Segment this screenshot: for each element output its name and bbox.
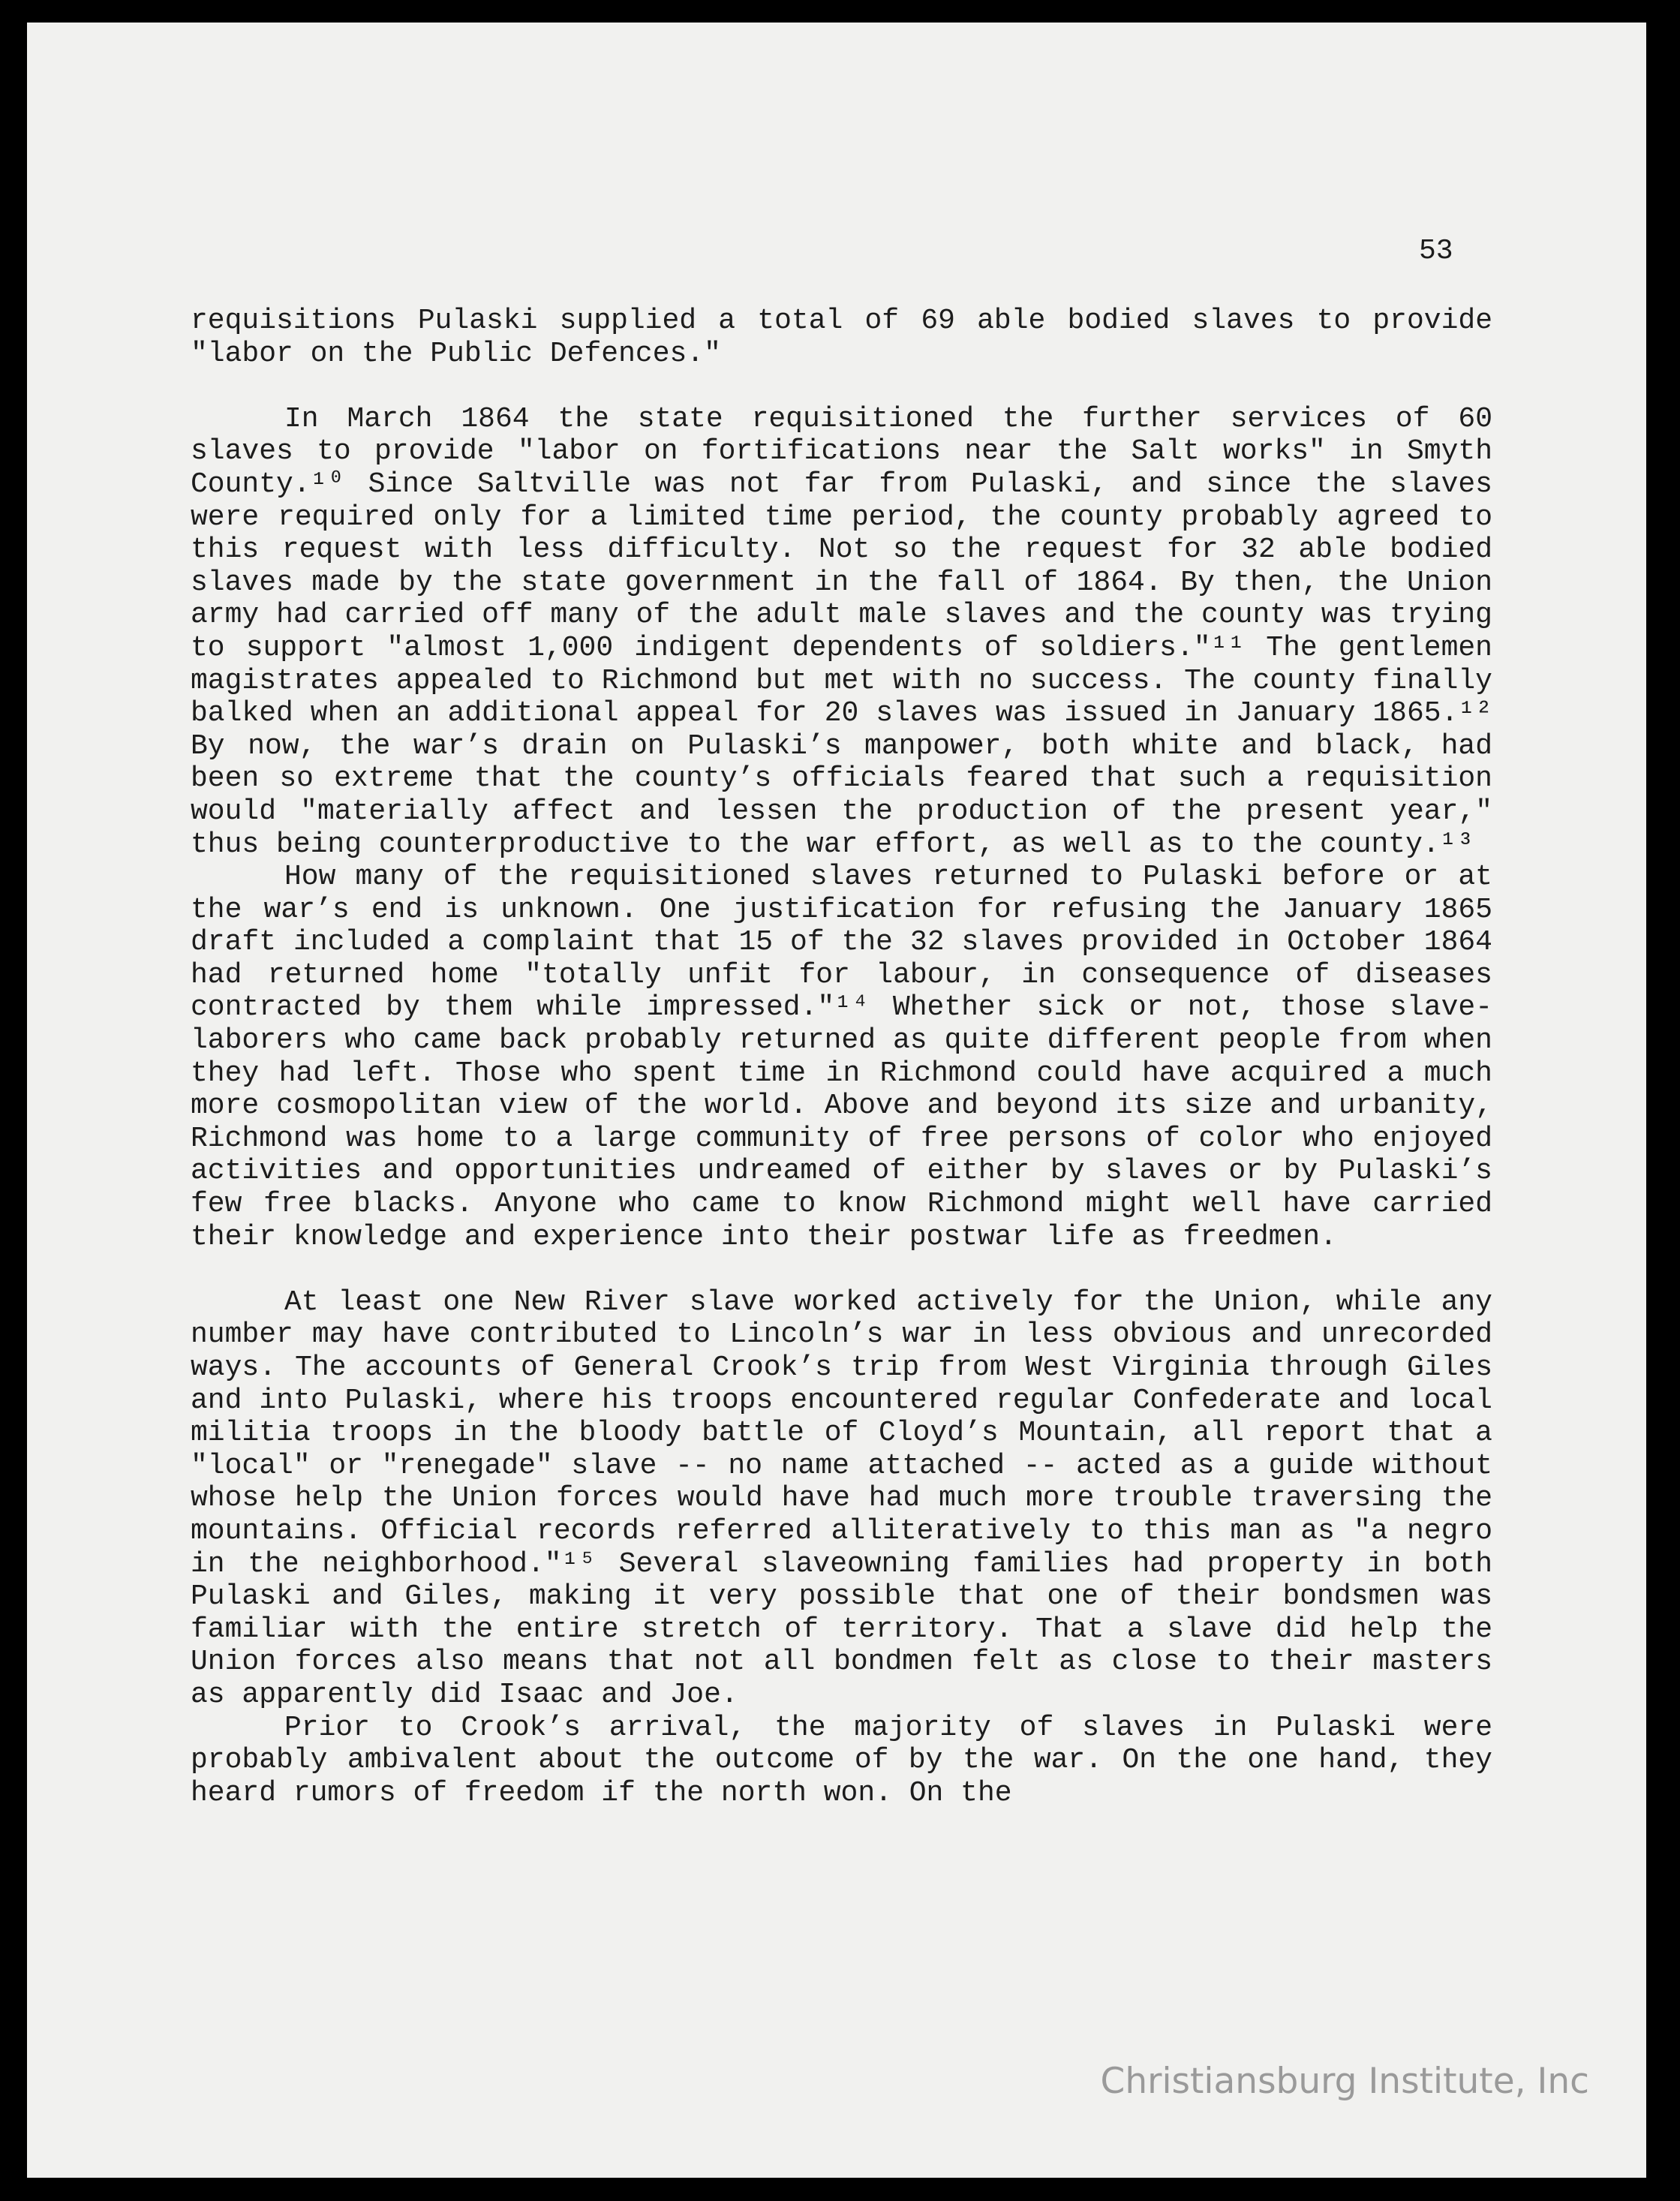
document-page bbox=[27, 23, 1646, 2178]
paragraph-4: At least one New River slave worked actively for the Union, while any number may have contributed to Lincoln’s war in less obvious and unrecorded ways. The accounts of General Crook’s trip from West Virginia through Giles and into Pulaski, where his troops encountered regular Confederate and local militia troops in the bloody battle of Cloyd’s Mountain, all report that a "local" or "renegade" slave -- no name attached -- acted as a guide without whose help the Union forces would have had much more trouble traversing the mountains. Official records referred alliteratively to this man as "a negro in the neighborhood."¹⁵ Several slaveowning families had property in both Pulaski and Giles, making it very possible that one of their bondsmen was familiar with the entire stretch of territory. That a slave did help the Union forces also means that not all bondmen felt as close to their masters as apparently did Isaac and Joe. bbox=[191, 1285, 1492, 1711]
paragraph-3: How many of the requisitioned slaves returned to Pulaski before or at the war’s end is unknown. One justification for refusing the January 1865 draft included a complaint that 15 of the 32 slaves provided in October 1864 had returned home "totally unfit for labour, in consequence of diseases contracted by them while impressed."¹⁴ Whether sick or not, those slave-laborers who came back probably returned as quite different people from when they had left. Those who spent time in Richmond could have acquired a much more cosmopolitan view of the world. Above and beyond its size and urbanity, Richmond was home to a large community of free persons of color who enjoyed activities and opportunities undreamed of either by slaves or by Pulaski’s few free blacks. Anyone who came to know Richmond might well have carried their knowledge and experience into their postwar life as freedmen. bbox=[191, 861, 1492, 1253]
paragraph-2: In March 1864 the state requisitioned the further services of 60 slaves to provide "labor on fortifications near the Salt works" in Smyth County.¹⁰ Since Saltville was not far from Pulaski, and since the slaves were required only for a limited time period, the county probably agreed to this request with less difficulty. Not so the request for 32 able bodied slaves made by the state government in the fall of 1864. By then, the Union army had carried off many of the adult male slaves and the county was trying to support "almost 1,000 indigent dependents of soldiers."¹¹ The gentlemen magistrates appealed to Richmond but met with no success. The county finally balked when an additional appeal for 20 slaves was issued in January 1865.¹² By now, the war’s drain on Pulaski’s manpower, both white and black, had been so extreme that the county’s officials feared that such a requisition would "materially affect and lessen the production of the present year," thus being counterproductive to the war effort, as well as to the county.¹³ bbox=[191, 402, 1492, 861]
page-number: 53 bbox=[1419, 235, 1453, 267]
watermark: Christiansburg Institute, Inc bbox=[1100, 2061, 1589, 2102]
body-text bbox=[191, 305, 1492, 1809]
paragraph-1: requisitions Pulaski supplied a total of 69 able bodied slaves to provide "labor on the Public Defences." bbox=[191, 305, 1492, 370]
paragraph-5: Prior to Crook’s arrival, the majority of slaves in Pulaski were probably ambivalent about the outcome of by the war. On the one hand, they heard rumors of freedom if the north won. On the bbox=[191, 1711, 1492, 1809]
